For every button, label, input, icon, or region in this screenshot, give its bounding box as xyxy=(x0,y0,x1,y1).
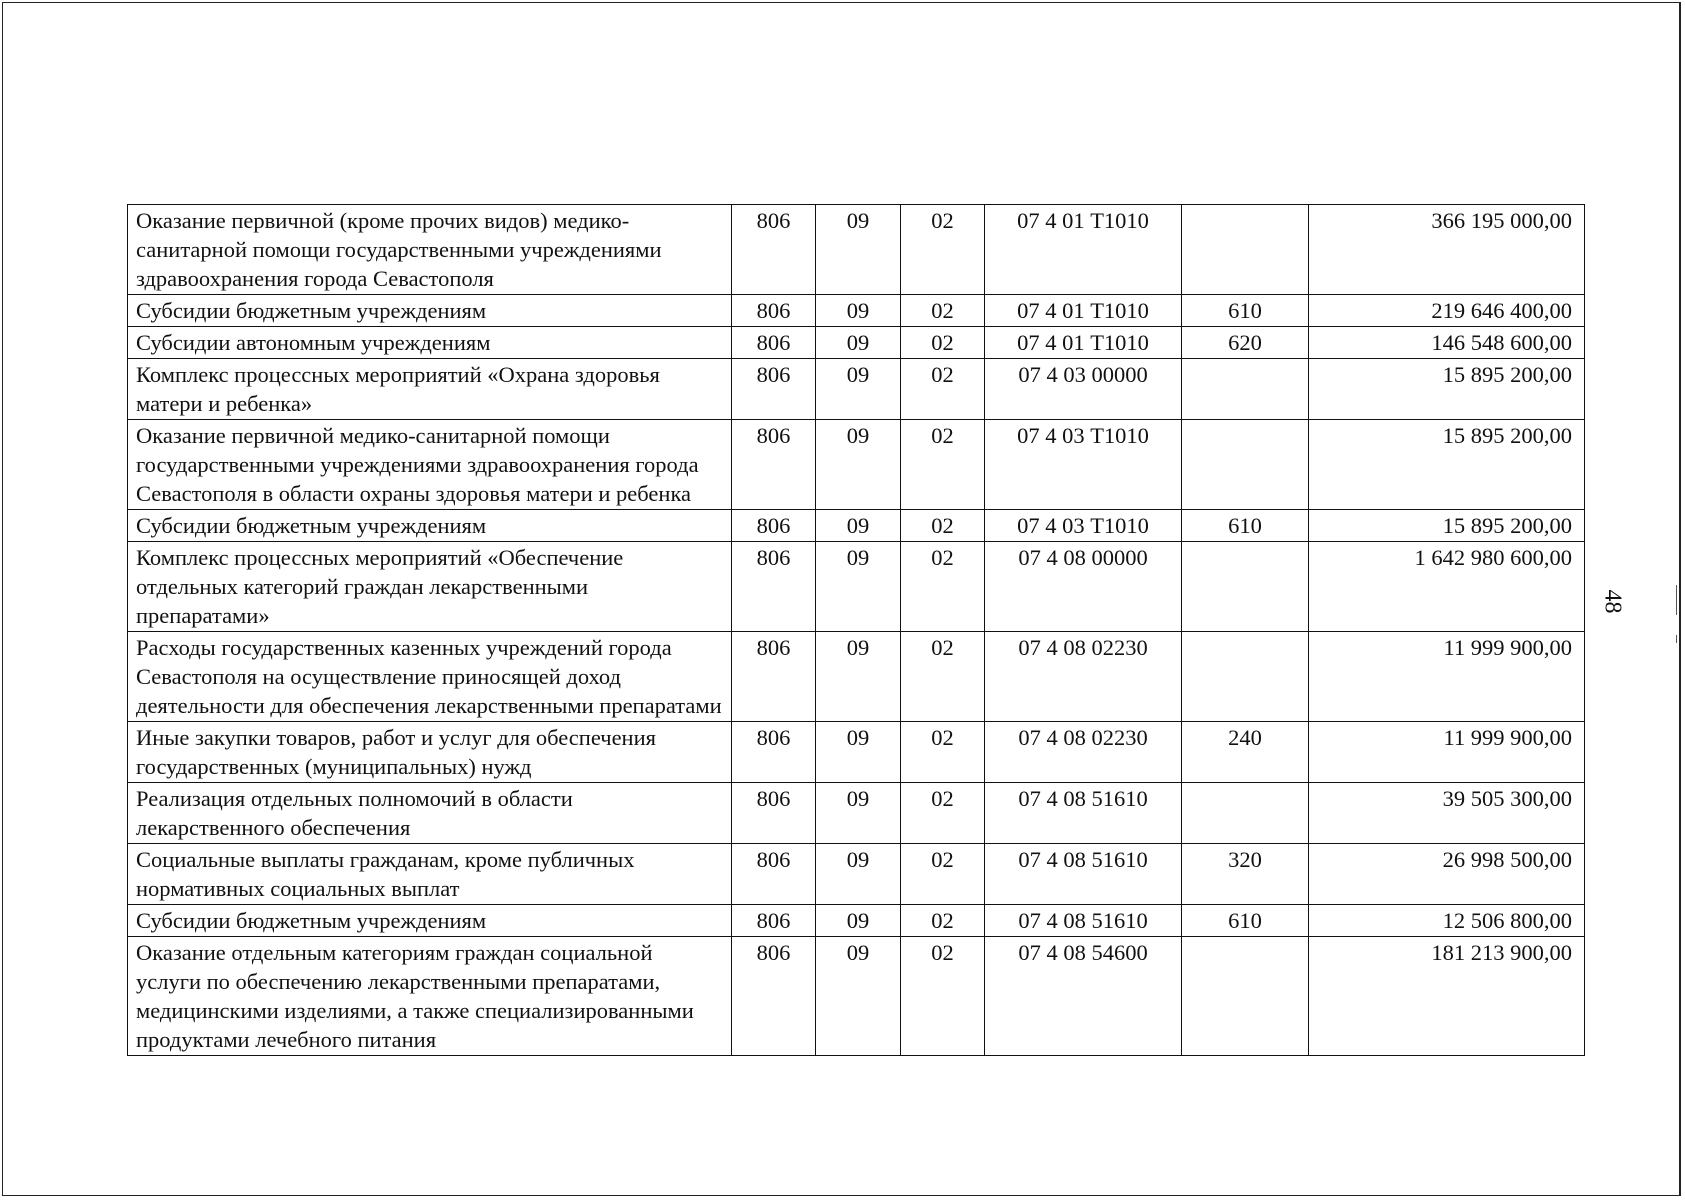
row-section-code: 09 xyxy=(816,844,901,905)
row-amount: 12 506 800,00 xyxy=(1309,905,1585,937)
row-amount: 146 548 600,00 xyxy=(1309,327,1585,359)
row-expense-type-code: 240 xyxy=(1182,722,1309,783)
row-amount: 15 895 200,00 xyxy=(1309,359,1585,420)
row-ministry-code: 806 xyxy=(732,295,816,327)
row-description: Субсидии бюджетным учреждениям xyxy=(128,905,732,937)
edge-tick xyxy=(1676,635,1677,643)
table-row xyxy=(128,937,1585,1056)
row-amount: 15 895 200,00 xyxy=(1309,420,1585,510)
row-amount: 11 999 900,00 xyxy=(1309,632,1585,722)
row-subsection-code: 02 xyxy=(901,420,985,510)
row-target-article-code: 07 4 08 02230 xyxy=(985,632,1182,722)
table-row xyxy=(128,359,1585,420)
row-target-article-code: 07 4 08 51610 xyxy=(985,783,1182,844)
row-expense-type-code: 320 xyxy=(1182,844,1309,905)
row-description: Оказание отдельным категориям граждан социальной услуги по обеспечению лекарственными препаратами, медицинскими изделиями, а также специализированными продуктами лечебного питания xyxy=(128,937,732,1056)
table-row xyxy=(128,510,1585,542)
table-row xyxy=(128,632,1585,722)
table-row xyxy=(128,844,1585,905)
row-subsection-code: 02 xyxy=(901,542,985,632)
row-subsection-code: 02 xyxy=(901,205,985,295)
row-amount: 366 195 000,00 xyxy=(1309,205,1585,295)
row-ministry-code: 806 xyxy=(732,905,816,937)
row-description: Расходы государственных казенных учреждений города Севастополя на осуществление приносящей доход деятельности для обеспечения лекарственными препаратами xyxy=(128,632,732,722)
row-section-code: 09 xyxy=(816,420,901,510)
row-expense-type-code: 620 xyxy=(1182,327,1309,359)
row-subsection-code: 02 xyxy=(901,327,985,359)
edge-tick xyxy=(1676,585,1677,615)
table-row xyxy=(128,783,1585,844)
row-subsection-code: 02 xyxy=(901,632,985,722)
row-description: Субсидии бюджетным учреждениям xyxy=(128,295,732,327)
row-expense-type-code xyxy=(1182,542,1309,632)
row-subsection-code: 02 xyxy=(901,722,985,783)
row-ministry-code: 806 xyxy=(732,542,816,632)
row-amount: 11 999 900,00 xyxy=(1309,722,1585,783)
row-target-article-code: 07 4 08 00000 xyxy=(985,542,1182,632)
row-section-code: 09 xyxy=(816,327,901,359)
row-target-article-code: 07 4 08 51610 xyxy=(985,905,1182,937)
row-description: Реализация отдельных полномочий в области лекарственного обеспечения xyxy=(128,783,732,844)
row-ministry-code: 806 xyxy=(732,632,816,722)
row-expense-type-code xyxy=(1182,632,1309,722)
row-amount: 181 213 900,00 xyxy=(1309,937,1585,1056)
table-row xyxy=(128,420,1585,510)
row-description: Социальные выплаты гражданам, кроме публичных нормативных социальных выплат xyxy=(128,844,732,905)
row-target-article-code: 07 4 01 Т1010 xyxy=(985,205,1182,295)
row-ministry-code: 806 xyxy=(732,722,816,783)
row-section-code: 09 xyxy=(816,205,901,295)
row-target-article-code: 07 4 01 Т1010 xyxy=(985,295,1182,327)
row-description: Комплекс процессных мероприятий «Обеспечение отдельных категорий граждан лекарственными препаратами» xyxy=(128,542,732,632)
row-expense-type-code xyxy=(1182,937,1309,1056)
row-ministry-code: 806 xyxy=(732,359,816,420)
table-row xyxy=(128,905,1585,937)
row-amount: 15 895 200,00 xyxy=(1309,510,1585,542)
row-section-code: 09 xyxy=(816,542,901,632)
row-subsection-code: 02 xyxy=(901,937,985,1056)
budget-table xyxy=(127,204,1585,1056)
row-section-code: 09 xyxy=(816,359,901,420)
row-ministry-code: 806 xyxy=(732,205,816,295)
row-subsection-code: 02 xyxy=(901,510,985,542)
row-description: Оказание первичной медико-санитарной помощи государственными учреждениями здравоохранения города Севастополя в области охраны здоровья матери и ребенка xyxy=(128,420,732,510)
row-subsection-code: 02 xyxy=(901,359,985,420)
row-target-article-code: 07 4 08 51610 xyxy=(985,844,1182,905)
row-expense-type-code xyxy=(1182,783,1309,844)
row-target-article-code: 07 4 08 54600 xyxy=(985,937,1182,1056)
row-section-code: 09 xyxy=(816,783,901,844)
row-section-code: 09 xyxy=(816,295,901,327)
row-expense-type-code: 610 xyxy=(1182,905,1309,937)
row-section-code: 09 xyxy=(816,722,901,783)
row-section-code: 09 xyxy=(816,632,901,722)
row-description: Оказание первичной (кроме прочих видов) медико-санитарной помощи государственными учреждениями здравоохранения города Севастополя xyxy=(128,205,732,295)
row-target-article-code: 07 4 01 Т1010 xyxy=(985,327,1182,359)
table-row xyxy=(128,722,1585,783)
row-ministry-code: 806 xyxy=(732,937,816,1056)
row-subsection-code: 02 xyxy=(901,295,985,327)
row-amount: 1 642 980 600,00 xyxy=(1309,542,1585,632)
row-target-article-code: 07 4 03 00000 xyxy=(985,359,1182,420)
row-expense-type-code: 610 xyxy=(1182,510,1309,542)
row-description: Субсидии автономным учреждениям xyxy=(128,327,732,359)
row-expense-type-code xyxy=(1182,420,1309,510)
row-target-article-code: 07 4 03 Т1010 xyxy=(985,420,1182,510)
row-description: Комплекс процессных мероприятий «Охрана здоровья матери и ребенка» xyxy=(128,359,732,420)
table-row xyxy=(128,205,1585,295)
row-expense-type-code: 610 xyxy=(1182,295,1309,327)
table-row xyxy=(128,542,1585,632)
row-amount: 39 505 300,00 xyxy=(1309,783,1585,844)
row-ministry-code: 806 xyxy=(732,510,816,542)
row-section-code: 09 xyxy=(816,937,901,1056)
page-number: 48 xyxy=(1599,589,1626,614)
table-row xyxy=(128,295,1585,327)
row-ministry-code: 806 xyxy=(732,327,816,359)
table-row xyxy=(128,327,1585,359)
row-ministry-code: 806 xyxy=(732,783,816,844)
row-ministry-code: 806 xyxy=(732,844,816,905)
row-amount: 219 646 400,00 xyxy=(1309,295,1585,327)
table-body xyxy=(128,205,1585,1056)
row-amount: 26 998 500,00 xyxy=(1309,844,1585,905)
row-section-code: 09 xyxy=(816,510,901,542)
row-target-article-code: 07 4 08 02230 xyxy=(985,722,1182,783)
row-subsection-code: 02 xyxy=(901,905,985,937)
row-subsection-code: 02 xyxy=(901,783,985,844)
row-expense-type-code xyxy=(1182,205,1309,295)
row-description: Иные закупки товаров, работ и услуг для обеспечения государственных (муниципальных) нужд xyxy=(128,722,732,783)
row-description: Субсидии бюджетным учреждениям xyxy=(128,510,732,542)
row-section-code: 09 xyxy=(816,905,901,937)
row-ministry-code: 806 xyxy=(732,420,816,510)
row-subsection-code: 02 xyxy=(901,844,985,905)
row-expense-type-code xyxy=(1182,359,1309,420)
row-target-article-code: 07 4 03 Т1010 xyxy=(985,510,1182,542)
